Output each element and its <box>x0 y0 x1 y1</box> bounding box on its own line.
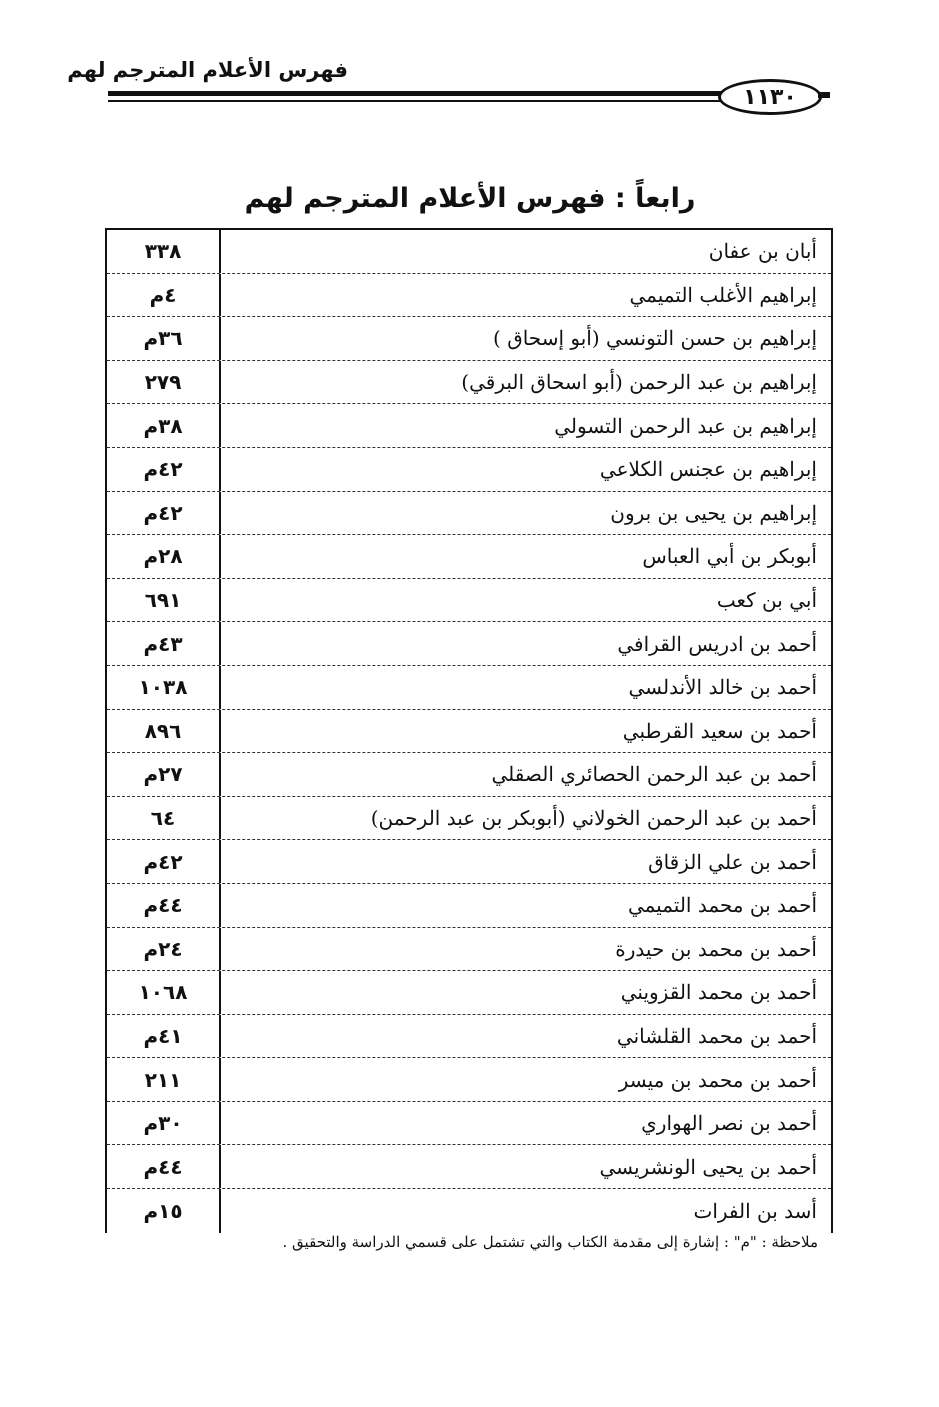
page-reference: ٣٨م <box>107 404 221 447</box>
page-number-badge <box>718 79 822 115</box>
page-reference: ٣٦م <box>107 317 221 360</box>
person-name: أحمد بن عبد الرحمن الخولاني (أبوبكر بن عبد الرحمن) <box>370 806 817 831</box>
person-name: إبراهيم بن يحيى بن برون <box>610 500 817 525</box>
index-row <box>107 230 831 274</box>
page-reference: ٣٠م <box>107 1102 221 1145</box>
person-name: إبراهيم الأغلب التميمي <box>629 282 817 307</box>
page-reference: ٢٨م <box>107 535 221 578</box>
page-reference: ٤٣م <box>107 622 221 665</box>
page-reference: ٤٤م <box>107 884 221 927</box>
page-reference: ٤م <box>107 274 221 317</box>
index-row <box>107 1015 831 1059</box>
person-name: أحمد بن محمد بن حيدرة <box>615 936 817 961</box>
person-name: أحمد بن خالد الأندلسي <box>628 675 817 700</box>
header-rule-thin <box>108 100 818 102</box>
index-row <box>107 666 831 710</box>
index-row <box>107 840 831 884</box>
index-row <box>107 928 831 972</box>
page-reference: ٤٤م <box>107 1145 221 1188</box>
index-row <box>107 1145 831 1189</box>
index-row <box>107 1189 831 1233</box>
person-name: إبراهيم بن عبد الرحمن (أبو اسحاق البرقي) <box>461 370 817 395</box>
header-rule-thick <box>108 91 818 96</box>
running-header-title: فهرس الأعلام المترجم لهم <box>67 58 348 82</box>
page-reference: ٤٢م <box>107 492 221 535</box>
page-number: ١١٣٠ <box>743 84 797 110</box>
page-reference: ٣٣٨ <box>107 230 221 273</box>
index-row <box>107 361 831 405</box>
page-reference: ٦٤ <box>107 797 221 840</box>
page-reference: ٤٢م <box>107 448 221 491</box>
person-name: أحمد بن سعيد القرطبي <box>622 718 817 743</box>
index-row <box>107 797 831 841</box>
index-row <box>107 317 831 361</box>
person-name: أحمد بن ادريس القرافي <box>617 631 817 656</box>
index-row <box>107 753 831 797</box>
section-title: رابعاً : فهرس الأعلام المترجم لهم <box>244 183 696 214</box>
index-row <box>107 579 831 623</box>
page-reference: ٢١١ <box>107 1058 221 1101</box>
person-name: أحمد بن علي الزقاق <box>648 849 817 874</box>
person-name: أسد بن الفرات <box>693 1198 817 1223</box>
person-name: أبان بن عفان <box>708 239 817 264</box>
index-row <box>107 710 831 754</box>
page-reference: ٢٧٩ <box>107 361 221 404</box>
page-number-badge-tail <box>818 92 830 98</box>
person-name: أحمد بن عبد الرحمن الحصائري الصقلي <box>491 762 817 787</box>
page-reference: ١٠٦٨ <box>107 971 221 1014</box>
page-reference: ٨٩٦ <box>107 710 221 753</box>
person-name: أبوبكر بن أبي العباس <box>642 544 817 569</box>
page-reference: ١٥م <box>107 1189 221 1233</box>
index-row <box>107 971 831 1015</box>
person-name: أحمد بن يحيى الونشريسي <box>599 1154 817 1179</box>
person-name: أبي بن كعب <box>716 588 817 613</box>
person-name: أحمد بن محمد القلشاني <box>616 1023 817 1048</box>
person-name: إبراهيم بن عجنس الكلاعي <box>599 457 817 482</box>
page-reference: ٦٩١ <box>107 579 221 622</box>
person-name: أحمد بن محمد القزويني <box>620 980 817 1005</box>
index-row <box>107 448 831 492</box>
index-row <box>107 274 831 318</box>
index-row <box>107 1102 831 1146</box>
index-row <box>107 492 831 536</box>
page-reference: ١٠٣٨ <box>107 666 221 709</box>
person-name: أحمد بن محمد بن ميسر <box>618 1067 817 1092</box>
index-row <box>107 884 831 928</box>
page-reference: ٢٤م <box>107 928 221 971</box>
index-row <box>107 1058 831 1102</box>
person-name: أحمد بن محمد التميمي <box>627 893 817 918</box>
footnote: ملاحظة : "م" : إشارة إلى مقدمة الكتاب والتي تشتمل على قسمي الدراسة والتحقيق . <box>282 1233 818 1251</box>
page-reference: ٤٢م <box>107 840 221 883</box>
person-name: أحمد بن نصر الهواري <box>641 1111 817 1136</box>
page-reference: ٤١م <box>107 1015 221 1058</box>
index-row <box>107 622 831 666</box>
index-row <box>107 535 831 579</box>
index-table <box>105 228 833 1233</box>
index-row <box>107 404 831 448</box>
page-reference: ٢٧م <box>107 753 221 796</box>
person-name: إبراهيم بن حسن التونسي (أبو إسحاق ) <box>493 326 817 351</box>
person-name: إبراهيم بن عبد الرحمن التسولي <box>554 413 817 438</box>
